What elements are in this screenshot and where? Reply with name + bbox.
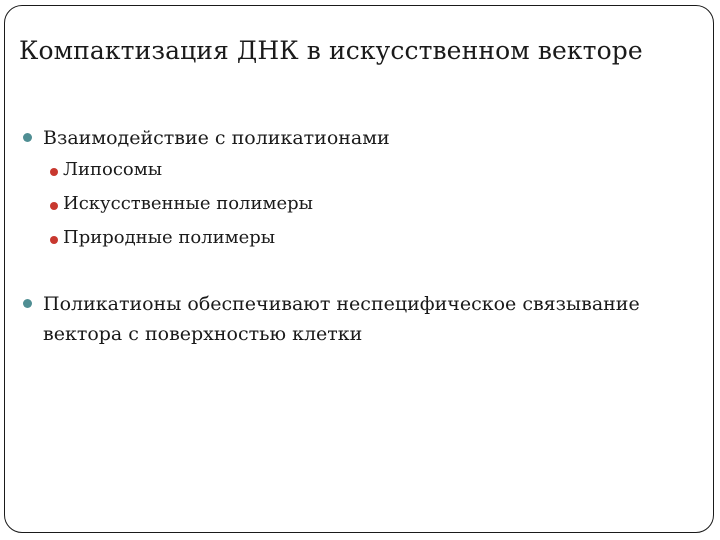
bullet-text: Взаимодействие с поликатионами [43,127,390,149]
bullet-dot-icon [23,299,32,308]
subitem-text: Искусственные полимеры [63,193,313,214]
subbullet-dot-icon [50,168,58,176]
slide-title: Компактизация ДНК в искусственном векторе [19,36,643,65]
subbullet-dot-icon [50,236,58,244]
slide-frame [4,5,714,533]
bullet-text-line2: вектора с поверхностью клетки [43,323,363,345]
subbullet-dot-icon [50,202,58,210]
bullet-dot-icon [23,133,32,142]
bullet-text-line1: Поликатионы обеспечивают неспецифическое связывание [43,293,640,315]
subitem-text: Липосомы [63,159,163,180]
subitem-text: Природные полимеры [63,227,276,248]
